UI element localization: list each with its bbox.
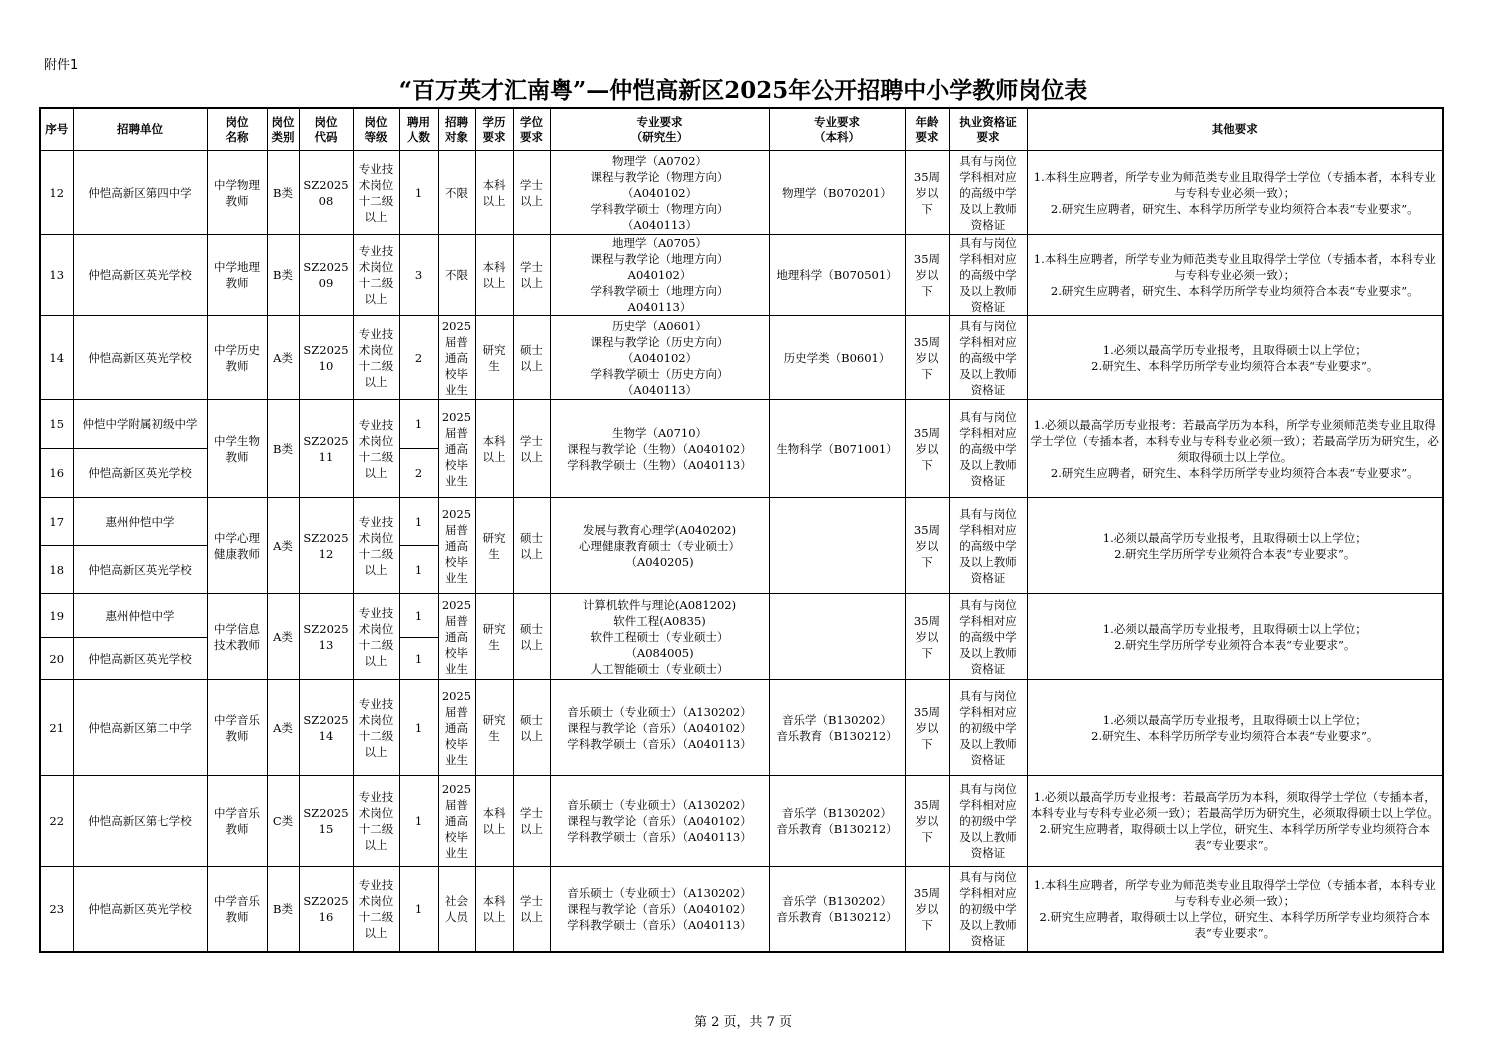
col-major-ug: 专业要求 （本科） — [769, 108, 905, 151]
major-ug-cell: 音乐学（B130202） 音乐教育（B130212） — [769, 867, 905, 952]
major-ug-cell: 生物科学（B071001） — [769, 400, 905, 498]
major-grad-cell: 历史学（A0601） 课程与教学论（历史方向） （A040102） 学科教学硕士（历史方向） （A040113） — [550, 316, 769, 400]
major-ug-cell: 地理科学（B070501） — [769, 235, 905, 316]
post-type-cell: A类 — [267, 316, 299, 400]
count-cell: 1 — [399, 546, 438, 594]
major-grad-cell: 音乐硕士（专业硕士）（A130202） 课程与教学论（音乐）（A040102） 学科教学硕士（音乐）（A040113） — [550, 680, 769, 776]
edu-cell: 本科 以上 — [475, 776, 513, 867]
target-cell: 2025 届普 通高 校毕 业生 — [438, 680, 475, 776]
age-cell: 35周 岁以 下 — [905, 867, 949, 952]
degree-cell: 学士 以上 — [513, 235, 550, 316]
seq-cell: 19 — [40, 594, 73, 638]
major-ug-cell — [769, 594, 905, 680]
col-degree: 学位 要求 — [513, 108, 550, 151]
unit-cell: 仲恺高新区第七学校 — [73, 776, 207, 867]
table-row — [40, 680, 1443, 776]
col-cert: 执业资格证 要求 — [949, 108, 1027, 151]
other-cell: 1.本科生应聘者，所学专业为师范类专业且取得学士学位（专插本者，本科专业与专科专业必须一致）； 2.研究生应聘者，研究生、本科学历所学专业均须符合本表“专业要求”。 — [1027, 235, 1443, 316]
cert-cell: 具有与岗位 学科相对应 的高级中学 及以上教师 资格证 — [949, 235, 1027, 316]
edu-cell: 研究 生 — [475, 680, 513, 776]
count-cell: 1 — [399, 151, 438, 235]
major-grad-cell: 发展与教育心理学(A040202) 心理健康教育硕士（专业硕士） （A040205) — [550, 498, 769, 594]
age-cell: 35周 岁以 下 — [905, 680, 949, 776]
attachment-label: 附件1 — [44, 58, 79, 73]
unit-cell: 仲恺高新区第四中学 — [73, 151, 207, 235]
col-count: 聘用 人数 — [399, 108, 438, 151]
col-post-type: 岗位 类别 — [267, 108, 299, 151]
post-type-cell: B类 — [267, 235, 299, 316]
major-grad-cell: 音乐硕士（专业硕士）（A130202） 课程与教学论（音乐）（A040102） 学科教学硕士（音乐）（A040113） — [550, 867, 769, 952]
other-cell: 1.必须以最高学历专业报考，且取得硕士以上学位； 2.研究生、本科学历所学专业均须符合本表“专业要求”。 — [1027, 680, 1443, 776]
count-cell: 1 — [399, 594, 438, 638]
cert-cell: 具有与岗位 学科相对应 的高级中学 及以上教师 资格证 — [949, 316, 1027, 400]
post-name-cell: 中学音乐教师 — [207, 776, 267, 867]
edu-cell: 本科 以上 — [475, 867, 513, 952]
edu-cell: 本科 以上 — [475, 400, 513, 498]
table-row — [40, 316, 1443, 400]
post-grade-cell: 专业技 术岗位 十二级 以上 — [353, 776, 399, 867]
count-cell: 1 — [399, 638, 438, 680]
edu-cell: 研究 生 — [475, 316, 513, 400]
edu-cell: 本科 以上 — [475, 151, 513, 235]
post-grade-cell: 专业技 术岗位 十二级 以上 — [353, 594, 399, 680]
post-code-cell: SZ2025 10 — [299, 316, 353, 400]
post-name-cell: 中学音乐教师 — [207, 867, 267, 952]
col-major-grad: 专业要求 （研究生） — [550, 108, 769, 151]
unit-cell: 仲恺高新区英光学校 — [73, 546, 207, 594]
unit-cell: 惠州仲恺中学 — [73, 498, 207, 546]
seq-cell: 12 — [40, 151, 73, 235]
post-name-cell: 中学物理教师 — [207, 151, 267, 235]
target-cell: 2025 届普 通高 校毕 业生 — [438, 400, 475, 498]
table-row — [40, 594, 1443, 638]
count-cell: 1 — [399, 400, 438, 449]
edu-cell: 本科 以上 — [475, 235, 513, 316]
post-code-cell: SZ2025 16 — [299, 867, 353, 952]
cert-cell: 具有与岗位 学科相对应 的初级中学 及以上教师 资格证 — [949, 867, 1027, 952]
page-title: “百万英才汇南粤”—仲恺高新区2025年公开招聘中小学教师岗位表 — [398, 77, 1088, 104]
table-row — [40, 867, 1443, 952]
age-cell: 35周 岁以 下 — [905, 316, 949, 400]
target-cell: 2025 届普 通高 校毕 业生 — [438, 776, 475, 867]
post-grade-cell: 专业技 术岗位 十二级 以上 — [353, 316, 399, 400]
other-cell: 1.必须以最高学历专业报考：若最高学历为本科，所学专业须师范类专业且取得学士学位（专插本者，本科专业与专科专业必须一致）；若最高学历为研究生，必须取得硕士以上学位。 2.研究生应聘者，研究生、本科学历所学专业均须符合本表“专业要求”。 — [1027, 400, 1443, 498]
age-cell: 35周 岁以 下 — [905, 776, 949, 867]
col-edu: 学历 要求 — [475, 108, 513, 151]
major-grad-cell: 生物学（A0710） 课程与教学论（生物）（A040102） 学科教学硕士（生物）（A040113） — [550, 400, 769, 498]
post-name-cell: 中学音乐教师 — [207, 680, 267, 776]
post-code-cell: SZ2025 08 — [299, 151, 353, 235]
seq-cell: 18 — [40, 546, 73, 594]
age-cell: 35周 岁以 下 — [905, 400, 949, 498]
cert-cell: 具有与岗位 学科相对应 的高级中学 及以上教师 资格证 — [949, 594, 1027, 680]
col-unit: 招聘单位 — [73, 108, 207, 151]
col-post-code: 岗位 代码 — [299, 108, 353, 151]
other-cell: 1.本科生应聘者，所学专业为师范类专业且取得学士学位（专插本者，本科专业与专科专业必须一致）； 2.研究生应聘者，研究生、本科学历所学专业均须符合本表“专业要求”。 — [1027, 151, 1443, 235]
post-grade-cell: 专业技 术岗位 十二级 以上 — [353, 867, 399, 952]
other-cell: 1.必须以最高学历专业报考，且取得硕士以上学位； 2.研究生学历所学专业须符合本表“专业要求”。 — [1027, 498, 1443, 594]
other-cell: 1.必须以最高学历专业报考，且取得硕士以上学位； 2.研究生、本科学历所学专业均须符合本表“专业要求”。 — [1027, 316, 1443, 400]
count-cell: 1 — [399, 776, 438, 867]
other-cell: 1.必须以最高学历专业报考，且取得硕士以上学位； 2.研究生学历所学专业须符合本表“专业要求”。 — [1027, 594, 1443, 680]
count-cell: 1 — [399, 498, 438, 546]
major-ug-cell: 音乐学（B130202） 音乐教育（B130212） — [769, 776, 905, 867]
degree-cell: 硕士 以上 — [513, 594, 550, 680]
header-row — [40, 108, 1443, 151]
post-grade-cell: 专业技 术岗位 十二级 以上 — [353, 400, 399, 498]
major-grad-cell: 物理学（A0702） 课程与教学论（物理方向） （A040102） 学科教学硕士（物理方向） （A040113） — [550, 151, 769, 235]
target-cell: 社会 人员 — [438, 867, 475, 952]
post-grade-cell: 专业技 术岗位 十二级 以上 — [353, 151, 399, 235]
degree-cell: 硕士 以上 — [513, 498, 550, 594]
post-grade-cell: 专业技 术岗位 十二级 以上 — [353, 498, 399, 594]
major-ug-cell: 历史学类（B0601） — [769, 316, 905, 400]
count-cell: 3 — [399, 235, 438, 316]
post-type-cell: A类 — [267, 680, 299, 776]
seq-cell: 20 — [40, 638, 73, 680]
col-target: 招聘 对象 — [438, 108, 475, 151]
post-name-cell: 中学地理教师 — [207, 235, 267, 316]
target-cell: 2025 届普 通高 校毕 业生 — [438, 316, 475, 400]
edu-cell: 研究 生 — [475, 594, 513, 680]
post-code-cell: SZ2025 14 — [299, 680, 353, 776]
table-row — [40, 151, 1443, 235]
post-code-cell: SZ2025 11 — [299, 400, 353, 498]
seq-cell: 15 — [40, 400, 73, 449]
degree-cell: 硕士 以上 — [513, 316, 550, 400]
cert-cell: 具有与岗位 学科相对应 的高级中学 及以上教师 资格证 — [949, 400, 1027, 498]
count-cell: 2 — [399, 316, 438, 400]
post-code-cell: SZ2025 13 — [299, 594, 353, 680]
seq-cell: 21 — [40, 680, 73, 776]
post-type-cell: B类 — [267, 151, 299, 235]
post-name-cell: 中学生物教师 — [207, 400, 267, 498]
target-cell: 不限 — [438, 151, 475, 235]
unit-cell: 仲恺高新区英光学校 — [73, 638, 207, 680]
post-name-cell: 中学信息技术教师 — [207, 594, 267, 680]
degree-cell: 学士 以上 — [513, 867, 550, 952]
page-footer: 第 2 页，共 7 页 — [693, 1015, 793, 1030]
seq-cell: 17 — [40, 498, 73, 546]
post-type-cell: A类 — [267, 594, 299, 680]
cert-cell: 具有与岗位 学科相对应 的初级中学 及以上教师 资格证 — [949, 776, 1027, 867]
major-grad-cell: 计算机软件与理论(A081202) 软件工程(A0835) 软件工程硕士（专业硕士） （A084005) 人工智能硕士（专业硕士） — [550, 594, 769, 680]
col-post-grade: 岗位 等级 — [353, 108, 399, 151]
edu-cell: 研究 生 — [475, 498, 513, 594]
age-cell: 35周 岁以 下 — [905, 498, 949, 594]
seq-cell: 14 — [40, 316, 73, 400]
count-cell: 1 — [399, 867, 438, 952]
degree-cell: 学士 以上 — [513, 776, 550, 867]
seq-cell: 22 — [40, 776, 73, 867]
count-cell: 1 — [399, 680, 438, 776]
degree-cell: 硕士 以上 — [513, 680, 550, 776]
target-cell: 2025 届普 通高 校毕 业生 — [438, 498, 475, 594]
unit-cell: 仲恺高新区英光学校 — [73, 449, 207, 498]
major-grad-cell: 音乐硕士（专业硕士）（A130202） 课程与教学论（音乐）（A040102） 学科教学硕士（音乐）（A040113） — [550, 776, 769, 867]
unit-cell: 仲恺高新区英光学校 — [73, 867, 207, 952]
col-other: 其他要求 — [1027, 108, 1443, 151]
major-ug-cell — [769, 498, 905, 594]
unit-cell: 仲恺高新区英光学校 — [73, 235, 207, 316]
post-grade-cell: 专业技 术岗位 十二级 以上 — [353, 235, 399, 316]
table-row — [40, 235, 1443, 316]
seq-cell: 13 — [40, 235, 73, 316]
col-post-name: 岗位 名称 — [207, 108, 267, 151]
table-row — [40, 776, 1443, 867]
unit-cell: 惠州仲恺中学 — [73, 594, 207, 638]
major-ug-cell: 物理学（B070201） — [769, 151, 905, 235]
major-grad-cell: 地理学（A0705） 课程与教学论（地理方向） A040102） 学科教学硕士（地理方向） A040113） — [550, 235, 769, 316]
post-code-cell: SZ2025 15 — [299, 776, 353, 867]
col-seq: 序号 — [40, 108, 73, 151]
age-cell: 35周 岁以 下 — [905, 235, 949, 316]
cert-cell: 具有与岗位 学科相对应 的高级中学 及以上教师 资格证 — [949, 498, 1027, 594]
post-name-cell: 中学历史教师 — [207, 316, 267, 400]
recruitment-table — [39, 107, 1444, 953]
target-cell: 2025 届普 通高 校毕 业生 — [438, 594, 475, 680]
target-cell: 不限 — [438, 235, 475, 316]
table-row — [40, 498, 1443, 546]
cert-cell: 具有与岗位 学科相对应 的初级中学 及以上教师 资格证 — [949, 680, 1027, 776]
post-code-cell: SZ2025 12 — [299, 498, 353, 594]
table-row — [40, 400, 1443, 449]
unit-cell: 仲恺中学附属初级中学 — [73, 400, 207, 449]
post-grade-cell: 专业技 术岗位 十二级 以上 — [353, 680, 399, 776]
post-name-cell: 中学心理健康教师 — [207, 498, 267, 594]
post-code-cell: SZ2025 09 — [299, 235, 353, 316]
post-type-cell: C类 — [267, 776, 299, 867]
post-type-cell: B类 — [267, 400, 299, 498]
post-type-cell: A类 — [267, 498, 299, 594]
count-cell: 2 — [399, 449, 438, 498]
seq-cell: 16 — [40, 449, 73, 498]
col-age: 年龄 要求 — [905, 108, 949, 151]
seq-cell: 23 — [40, 867, 73, 952]
cert-cell: 具有与岗位 学科相对应 的高级中学 及以上教师 资格证 — [949, 151, 1027, 235]
age-cell: 35周 岁以 下 — [905, 594, 949, 680]
other-cell: 1.必须以最高学历专业报考：若最高学历为本科，须取得学士学位（专插本者，本科专业与专科专业必须一致）；若最高学历为研究生，必须取得硕士以上学位。 2.研究生应聘者，取得硕士以上学位，研究生、本科学历所学专业均须符合本表“专业要求”。 — [1027, 776, 1443, 867]
unit-cell: 仲恺高新区第二中学 — [73, 680, 207, 776]
other-cell: 1.本科生应聘者，所学专业为师范类专业且取得学士学位（专插本者，本科专业与专科专业必须一致）； 2.研究生应聘者，取得硕士以上学位，研究生、本科学历所学专业均须符合本表“专业要求”。 — [1027, 867, 1443, 952]
post-type-cell: B类 — [267, 867, 299, 952]
degree-cell: 学士 以上 — [513, 151, 550, 235]
degree-cell: 学士 以上 — [513, 400, 550, 498]
age-cell: 35周 岁以 下 — [905, 151, 949, 235]
major-ug-cell: 音乐学（B130202） 音乐教育（B130212） — [769, 680, 905, 776]
unit-cell: 仲恺高新区英光学校 — [73, 316, 207, 400]
